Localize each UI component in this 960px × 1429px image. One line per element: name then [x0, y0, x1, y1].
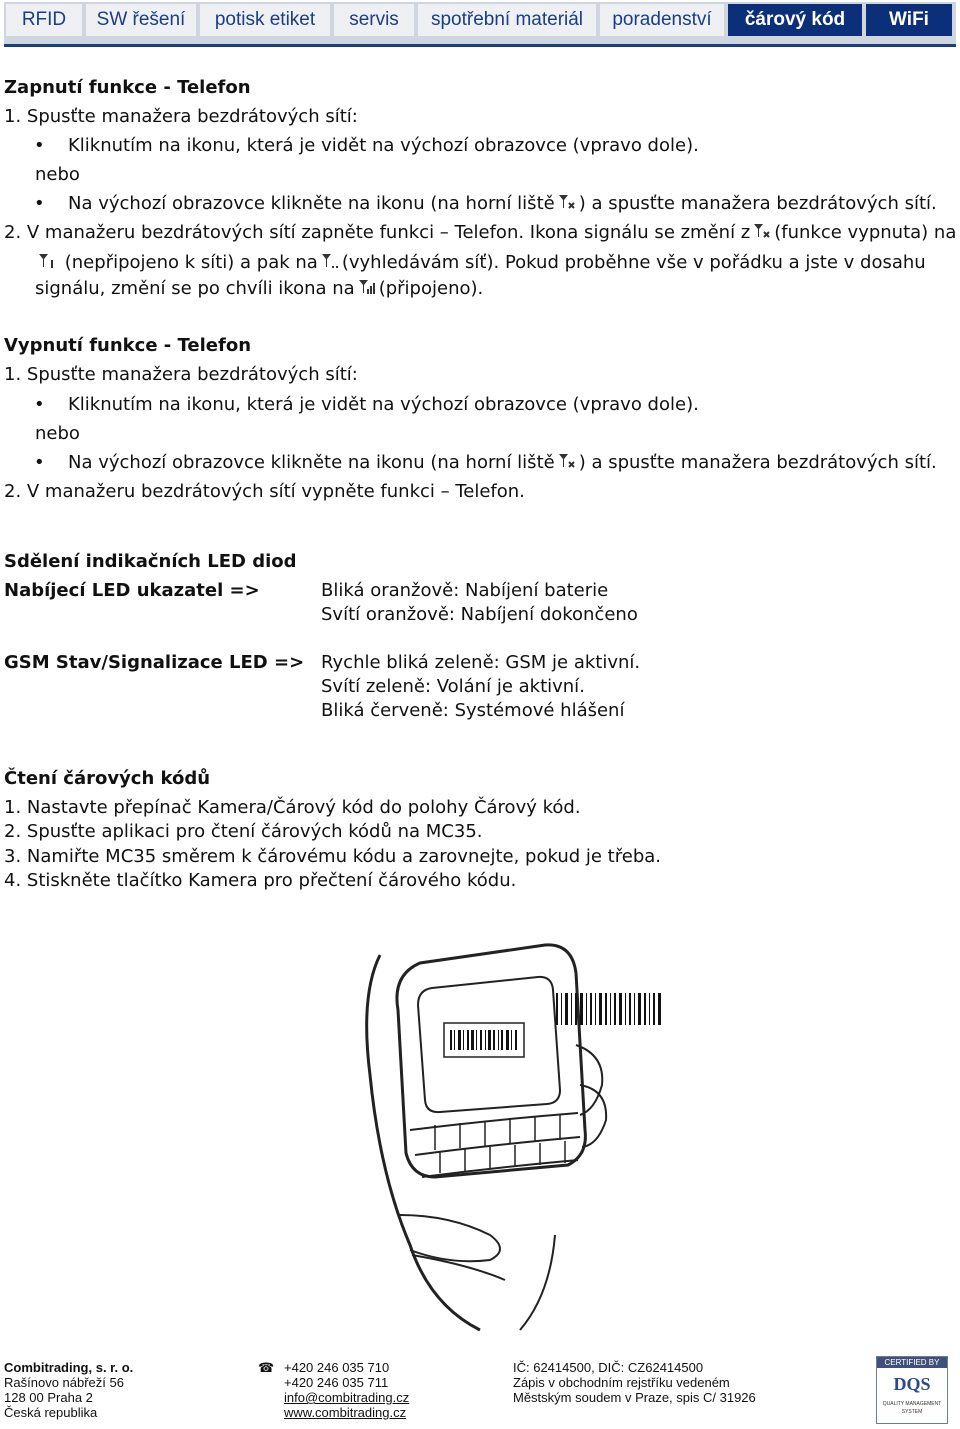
- nav-item-poradenstvi[interactable]: poradenství: [600, 4, 724, 36]
- bullet-text: [68, 192, 937, 216]
- signal-connected-icon: [358, 278, 376, 296]
- footer-ids: IČ: 62414500, DIČ: CZ62414500: [513, 1360, 704, 1375]
- step-text-part: signálu, změní se po chvíli ikona na: [35, 278, 355, 299]
- section-title-zapnuti: Zapnutí funkce - Telefon: [4, 77, 251, 98]
- signal-off-icon: [558, 193, 576, 211]
- nav-item-wifi[interactable]: WiFi: [866, 4, 952, 36]
- bullet-text: [68, 451, 937, 475]
- nav-item-potisk-etiket[interactable]: potisk etiket: [200, 4, 330, 36]
- top-navigation: [4, 2, 956, 46]
- nav-item-rfid[interactable]: RFID: [6, 4, 82, 36]
- led-desc: Svítí zeleně: Volání je aktivní.: [321, 676, 585, 697]
- footer-registry-1: Zápis v obchodním rejstříku vedeném: [513, 1375, 730, 1390]
- nav-underline: [4, 44, 956, 47]
- step-text-part: (nepřipojeno k síti) a pak na: [64, 252, 318, 273]
- step-text: [4, 221, 956, 245]
- nav-item-sw-reseni[interactable]: SW řešení: [86, 4, 196, 36]
- or-text: nebo: [35, 164, 80, 185]
- device-scanning-illustration: [340, 915, 670, 1335]
- section-title-barcode: Čtení čárových kódů: [4, 768, 211, 789]
- signal-not-connected-icon: [38, 252, 56, 270]
- footer-phone-1: +420 246 035 710: [284, 1360, 390, 1375]
- barcode-step: 3. Namiřte MC35 směrem k čárovému kódu a zarovnejte, pokud je třeba.: [4, 846, 661, 867]
- barcode-step: 1. Nastavte přepínač Kamera/Čárový kód do polohy Čárový kód.: [4, 797, 581, 818]
- footer-country: Česká republika: [4, 1405, 98, 1420]
- step-text-part: (funkce vypnuta) na: [774, 222, 957, 243]
- led-label-charge: Nabíjecí LED ukazatel =>: [4, 580, 260, 601]
- barcode-step: 4. Stiskněte tlačítko Kamera pro přečtení čárového kódu.: [4, 870, 517, 891]
- led-desc: Svítí oranžově: Nabíjení dokončeno: [321, 604, 638, 625]
- led-desc: Bliká červeně: Systémové hlášení: [321, 700, 625, 721]
- step-text: 1. Spusťte manažera bezdrátových sítí:: [4, 106, 358, 127]
- bullet-text-part: ) a spusťte manažera bezdrátových sítí.: [578, 452, 937, 473]
- step-text-part: (připojeno).: [378, 278, 484, 299]
- footer-street: Rašínovo nábřeží 56: [4, 1375, 124, 1390]
- footer-web-link[interactable]: www.combitrading.cz: [284, 1405, 407, 1420]
- footer-company: Combitrading, s. r. o.: [4, 1360, 134, 1375]
- bullet-text-part: Na výchozí obrazovce klikněte na ikonu (na horní liště: [68, 193, 555, 214]
- dqs-logo: DQS: [893, 1374, 931, 1394]
- bullet-text-part: Na výchozí obrazovce klikněte na ikonu (na horní liště: [68, 452, 555, 473]
- or-text: nebo: [35, 423, 80, 444]
- barcode-step: 2. Spusťte aplikaci pro čtení čárových kódů na MC35.: [4, 821, 483, 842]
- signal-searching-icon: [321, 252, 339, 270]
- step-text: 2. V manažeru bezdrátových sítí vypněte funkci – Telefon.: [4, 481, 525, 502]
- bullet-text-part: ) a spusťte manažera bezdrátových sítí.: [578, 193, 937, 214]
- step-text: [35, 251, 926, 275]
- nav-item-carovy-kod[interactable]: čárový kód: [728, 4, 862, 36]
- cert-subtitle: QUALITY MANAGEMENT SYSTEM: [882, 1401, 942, 1415]
- footer-phone-2: +420 246 035 711: [284, 1375, 389, 1390]
- step-text: 1. Spusťte manažera bezdrátových sítí:: [4, 364, 358, 385]
- step-text-part: (vyhledávám síť). Pokud proběhne vše v pořádku a jste v dosahu: [341, 252, 926, 273]
- section-title-vypnuti: Vypnutí funkce - Telefon: [4, 335, 252, 356]
- led-desc: Rychle bliká zeleně: GSM je aktivní.: [321, 652, 641, 673]
- footer-city: 128 00 Praha 2: [4, 1390, 93, 1405]
- led-label-gsm: GSM Stav/Signalizace LED =>: [4, 652, 305, 673]
- nav-item-servis[interactable]: servis: [334, 4, 414, 36]
- certification-badge: [876, 1356, 948, 1424]
- footer-email-link[interactable]: info@combitrading.cz: [284, 1390, 410, 1405]
- step-text: [35, 277, 483, 301]
- bullet-text: • Kliknutím na ikonu, která je vidět na výchozí obrazovce (vpravo dole).: [68, 134, 699, 158]
- nav-item-spotrebni-material[interactable]: spotřební materiál: [418, 4, 596, 36]
- led-desc: Bliká oranžově: Nabíjení baterie: [321, 580, 609, 601]
- signal-off-icon: [753, 222, 771, 240]
- footer-registry-2: Městským soudem v Praze, spis C/ 31926: [513, 1390, 756, 1405]
- signal-off-icon: [558, 452, 576, 470]
- cert-header: CERTIFIED BY: [877, 1357, 947, 1368]
- section-title-led: Sdělení indikačních LED diod: [4, 551, 297, 572]
- phone-icon: ☎: [258, 1360, 275, 1375]
- bullet-text: • Kliknutím na ikonu, která je vidět na výchozí obrazovce (vpravo dole).: [68, 393, 699, 417]
- step-text-part: 2. V manažeru bezdrátových sítí zapněte funkci – Telefon. Ikona signálu se změní z: [4, 222, 751, 243]
